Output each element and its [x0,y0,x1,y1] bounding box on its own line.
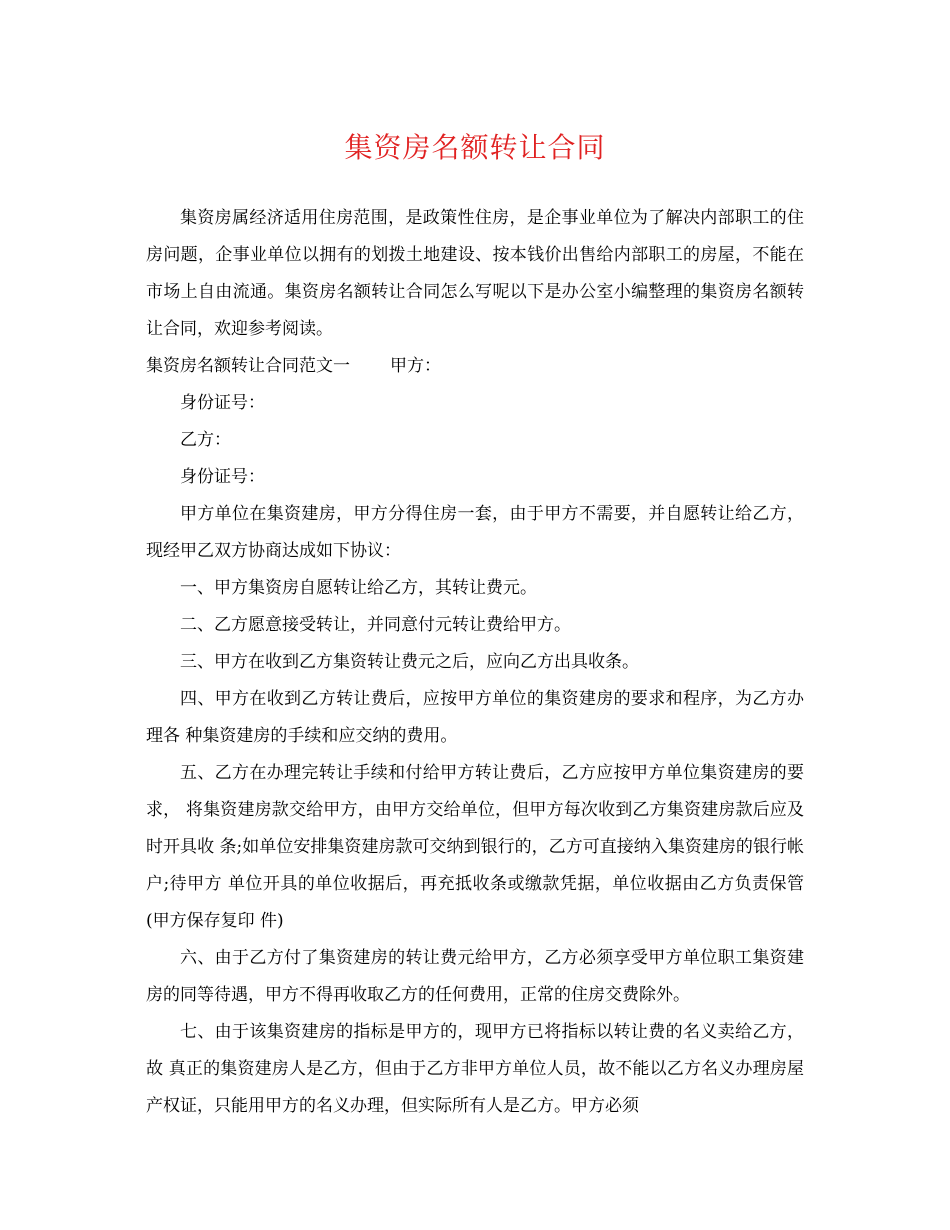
intro-paragraph: 集资房属经济适用住房范围，是政策性住房，是企事业单位为了解决内部职工的住房问题，企事业单位以拥有的划拨土地建设、按本钱价出售给内部职工的房屋，不能在市场上自由流通。集资房名额转让合同怎么写呢以下是办公室小编整理的集资房名额转让合同，欢迎参考阅读。 [146,208,804,339]
party-a-id-label: 身份证号： [180,393,265,413]
document-body [146,200,804,1125]
clause-2: 二、乙方愿意接受转让，并同意付元转让费给甲方。 [180,615,571,635]
clause-5: 五、乙方在办理完转让手续和付给甲方转让费后，乙方应按甲方单位集资建房的要求， 将集资建房款交给甲方，由甲方交给单位，但甲方每次收到乙方集资建房款后应及时开具收 条;如单位安排集资建房款可交纳到银行的，乙方可直接纳入集资建房的银行帐户;待甲方 单位开具的单位收据后，再充抵收条或缴款凭据，单位收据由乙方负责保管(甲方保存复印 件) [146,763,804,931]
party-a-label: 甲方： [390,356,441,376]
document-title: 集资房名额转让合同 [344,131,606,164]
party-b-label: 乙方： [180,430,231,450]
clause-7: 七、由于该集资建房的指标是甲方的，现甲方已将指标以转让费的名义卖给乙方，故 真正的集资建房人是乙方，但由于乙方非甲方单位人员，故不能以乙方名义办理房屋产权证，只能用甲方的名义办理，但实际所有人是乙方。甲方必须 [146,1022,804,1116]
preamble-paragraph: 甲方单位在集资建房，甲方分得住房一套，由于甲方不需要，并自愿转让给乙方，现经甲乙双方协商达成如下协议： [146,504,804,561]
clause-3: 三、甲方在收到乙方集资转让费元之后，应向乙方出具收条。 [180,652,639,672]
sample-heading: 集资房名额转让合同范文一 [146,356,350,376]
clause-6: 六、由于乙方付了集资建房的转让费元给甲方，乙方必须享受甲方单位职工集资建房的同等待遇，甲方不得再收取乙方的任何费用，正常的住房交费除外。 [146,948,804,1005]
clause-1: 一、甲方集资房自愿转让给乙方，其转让费元。 [180,578,537,598]
sample-heading-line [146,348,804,385]
clause-4: 四、甲方在收到乙方转让费后，应按甲方单位的集资建房的要求和程序，为乙方办理各 种集资建房的手续和应交纳的费用。 [146,689,804,746]
party-b-id-label: 身份证号： [180,467,265,487]
